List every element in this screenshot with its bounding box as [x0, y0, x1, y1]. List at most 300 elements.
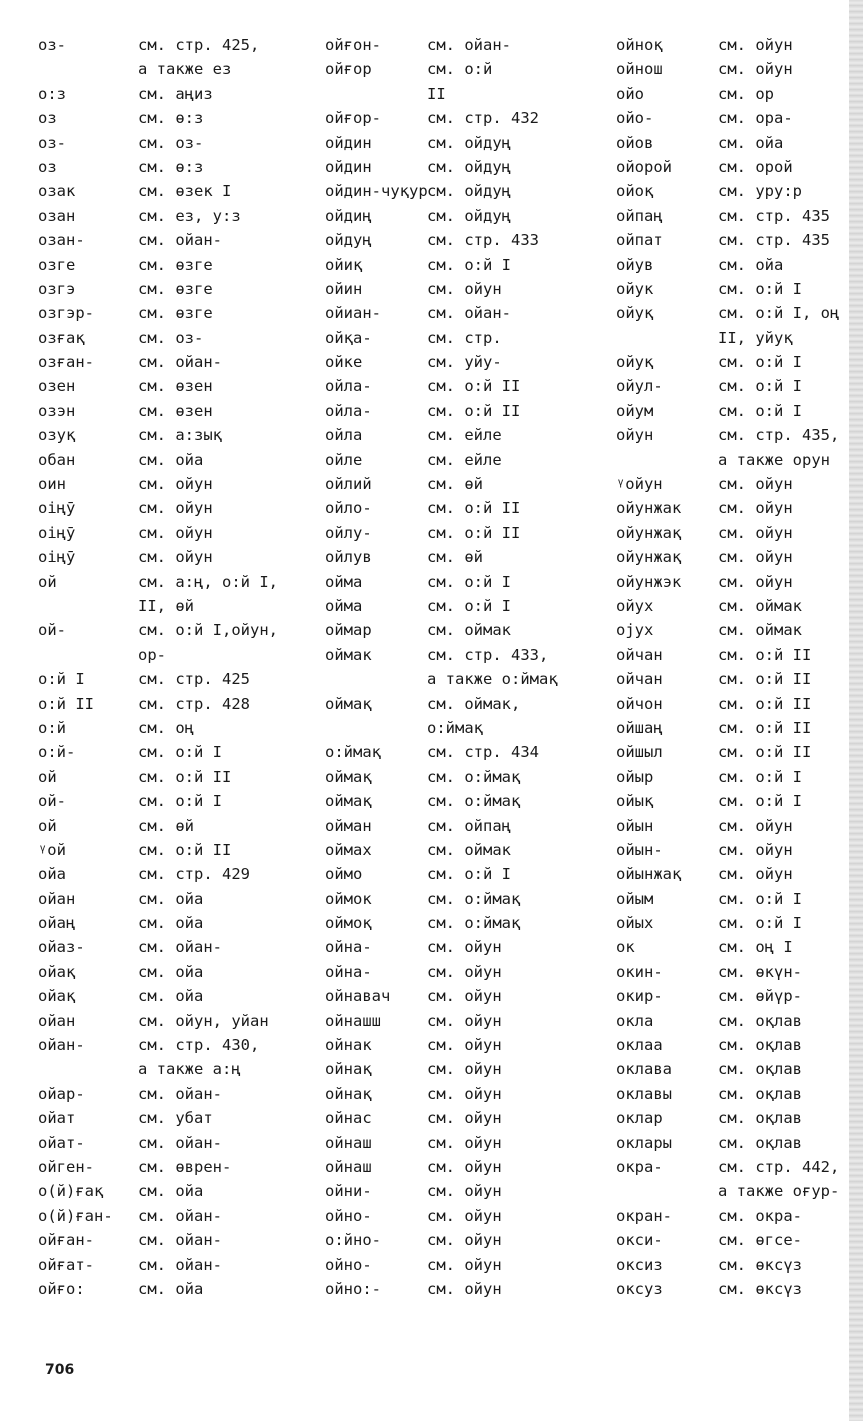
dictionary-entry: [325, 1033, 615, 1057]
entry-headword: ојух: [616, 621, 654, 640]
dictionary-entry: [38, 643, 320, 667]
entry-headword: ойле: [325, 450, 363, 469]
entry-reference: см. ойун: [427, 1255, 502, 1274]
entry-headword: ойынжақ: [616, 865, 682, 884]
entry-reference: см. о:й I: [718, 401, 802, 420]
entry-headword: ойнақ: [325, 1060, 372, 1079]
entry-headword: окин-: [616, 962, 663, 981]
entry-headword: ойунжақ: [616, 548, 682, 567]
entry-headword: ойнас: [325, 1109, 372, 1128]
entry-reference: см. ора-: [718, 109, 793, 128]
dictionary-entry: [38, 131, 320, 155]
entry-headword: ок: [616, 938, 635, 957]
entry-reference: см. ойдуң: [427, 206, 511, 225]
entry-reference: см. о:й II: [138, 767, 232, 786]
entry-reference: см. ойун: [427, 1231, 502, 1250]
entry-reference: а также о:ймақ: [427, 670, 558, 689]
entry-headword: оклар: [616, 1109, 663, 1128]
dictionary-entry: [616, 1057, 848, 1081]
entry-reference: см. ойун: [138, 523, 213, 542]
entry-headword: ойун: [616, 426, 654, 445]
entry-headword: озак: [38, 182, 76, 201]
entry-reference: см. уйу-: [427, 353, 502, 372]
entry-reference: см. ойун: [427, 1036, 502, 1055]
entry-headword: ой: [38, 767, 57, 786]
entry-headword: ойғо:: [38, 1279, 85, 1298]
entry-reference: см. ойа: [138, 1279, 204, 1298]
dictionary-entry: [616, 472, 848, 496]
dictionary-entry: [616, 1228, 848, 1252]
entry-reference: см. убат: [138, 1109, 213, 1128]
entry-reference: см. өзге: [138, 304, 213, 323]
dictionary-entry: [616, 1155, 848, 1179]
entry-reference: см. о:й I: [138, 792, 222, 811]
dictionary-entry: [325, 82, 615, 106]
entry-reference: см. о:й I: [718, 279, 802, 298]
entry-reference: см. о:й I: [718, 889, 802, 908]
entry-headword: оз-: [38, 133, 66, 152]
entry-headword: ᵞой: [38, 840, 66, 859]
dictionary-entry: [325, 326, 615, 350]
entry-reference: см. ойун: [427, 1157, 502, 1176]
dictionary-entry: [325, 862, 615, 886]
dictionary-entry: [38, 423, 320, 447]
entry-headword: окра-: [616, 1157, 663, 1176]
entry-reference: см. аңиз: [138, 84, 213, 103]
entry-headword: ойғор: [325, 60, 372, 79]
dictionary-entry: [325, 1277, 615, 1301]
entry-reference: см. ойун, уйан: [138, 1011, 269, 1030]
entry-reference: см. стр. 432: [427, 109, 539, 128]
dictionary-entry: [616, 545, 848, 569]
entry-headword: оймақ: [325, 694, 372, 713]
entry-headword: ойчон: [616, 694, 663, 713]
dictionary-column-2: [325, 33, 615, 1301]
entry-headword: ойно:-: [325, 1279, 381, 1298]
dictionary-entry: [325, 740, 615, 764]
dictionary-entry: [616, 204, 848, 228]
dictionary-entry: [38, 253, 320, 277]
dictionary-entry: [616, 838, 848, 862]
dictionary-entry: [616, 618, 848, 642]
dictionary-entry: [38, 301, 320, 325]
entry-headword: ойул-: [616, 377, 663, 396]
dictionary-entry: [325, 496, 615, 520]
dictionary-entry: [38, 1179, 320, 1203]
entry-headword: ойнак: [325, 1036, 372, 1055]
entry-headword: озэн: [38, 401, 76, 420]
entry-reference: см. о:й II: [718, 718, 812, 737]
dictionary-entry: [38, 1057, 320, 1081]
entry-reference: см. ойан-: [138, 1255, 222, 1274]
dictionary-entry: [616, 911, 848, 935]
entry-reference: а также ез: [138, 60, 232, 79]
entry-reference: см. ор: [718, 84, 774, 103]
entry-reference: см. ойдуң: [427, 133, 511, 152]
entry-reference: см. о:й I: [718, 792, 802, 811]
entry-reference: см. өкүн-: [718, 962, 802, 981]
entry-reference: см. оқлав: [718, 1084, 802, 1103]
entry-headword: ойпаң: [616, 206, 663, 225]
dictionary-entry: [38, 814, 320, 838]
entry-reference: см. а:ң, о:й I,: [138, 572, 278, 591]
dictionary-entry: [325, 1082, 615, 1106]
entry-headword: ойло-: [325, 499, 372, 518]
entry-headword: оймак: [325, 645, 372, 664]
entry-headword: ойық: [616, 792, 654, 811]
entry-reference: см. ойун: [718, 36, 793, 54]
entry-headword: ойла-: [325, 377, 372, 396]
dictionary-entry: [38, 1131, 320, 1155]
entry-reference: см. орой: [718, 157, 793, 176]
entry-reference: см. о:й I: [718, 353, 802, 372]
dictionary-entry: [616, 228, 848, 252]
entry-headword: о:ймақ: [325, 743, 381, 762]
entry-reference: см. өзге: [138, 255, 213, 274]
entry-headword: ойыр: [616, 767, 654, 786]
entry-reference: см. өзек I: [138, 182, 232, 201]
entry-reference: см. ейле: [427, 426, 502, 445]
entry-headword: ойуқ: [616, 353, 654, 372]
page-number: 706: [45, 1362, 75, 1378]
entry-reference: см. өзге: [138, 279, 213, 298]
entry-headword: ойиқ: [325, 255, 363, 274]
entry-reference: см. өзен: [138, 401, 213, 420]
entry-reference: см. ойан-: [427, 304, 511, 323]
entry-headword: о:й II: [38, 694, 94, 713]
dictionary-entry: [616, 277, 848, 301]
entry-reference: см. ойун: [427, 1133, 502, 1152]
entry-reference: см. өй: [427, 475, 483, 494]
dictionary-entry: [38, 326, 320, 350]
entry-reference: см. өйүр-: [718, 987, 802, 1006]
entry-reference: см. өй: [138, 816, 194, 835]
entry-reference: см. ойун: [427, 1109, 502, 1128]
entry-headword: ойно-: [325, 1206, 372, 1225]
dictionary-entry: [616, 1009, 848, 1033]
entry-headword: о(й)ғақ: [38, 1182, 104, 1201]
entry-headword: оклаа: [616, 1036, 663, 1055]
entry-headword: ойо-: [616, 109, 654, 128]
entry-headword: окран-: [616, 1206, 672, 1225]
dictionary-entry: [38, 887, 320, 911]
entry-headword: ойым: [616, 889, 654, 908]
entry-reference: см. стр. 434: [427, 743, 539, 762]
dictionary-entry: [325, 155, 615, 179]
entry-reference: см. о:й II: [718, 645, 812, 664]
entry-headword: оіңӯ: [38, 523, 76, 542]
dictionary-entry: [325, 838, 615, 862]
dictionary-entry: [38, 106, 320, 130]
entry-headword: оіңӯ: [38, 548, 76, 567]
entry-headword: ойум: [616, 401, 654, 420]
entry-headword: ойук: [616, 279, 654, 298]
dictionary-entry: [616, 740, 848, 764]
entry-reference: а также а:ң: [138, 1060, 241, 1079]
dictionary-entry: [616, 716, 848, 740]
entry-headword: ойунжэк: [616, 572, 682, 591]
entry-reference: см. окра-: [718, 1206, 802, 1225]
dictionary-entry: [38, 1082, 320, 1106]
entry-headword: ойорой: [616, 157, 672, 176]
entry-headword: ойнашш: [325, 1011, 381, 1030]
entry-reference: см. ойан-: [138, 1231, 222, 1250]
entry-reference: см. ойан-: [138, 1133, 222, 1152]
entry-reference: см. өврен-: [138, 1157, 232, 1176]
entry-reference: см. ойун: [718, 572, 793, 591]
entry-headword: ойоқ: [616, 182, 654, 201]
entry-reference: см. стр.: [427, 328, 502, 347]
entry-reference: см. а:зық: [138, 426, 222, 445]
entry-headword: о:й: [38, 718, 66, 737]
entry-headword: ойма: [325, 572, 363, 591]
dictionary-entry: [325, 179, 615, 203]
dictionary-entry: [38, 179, 320, 203]
entry-headword: ойунжақ: [616, 523, 682, 542]
entry-headword: ойар-: [38, 1084, 85, 1103]
dictionary-entry: [38, 374, 320, 398]
entry-reference: см. өксүз: [718, 1255, 802, 1274]
entry-reference: см. ойпаң: [427, 816, 511, 835]
dictionary-entry: [325, 1131, 615, 1155]
entry-reference: о:ймақ: [427, 718, 483, 737]
dictionary-entry: [38, 765, 320, 789]
entry-headword: ойлув: [325, 548, 372, 567]
dictionary-entry: [325, 692, 615, 716]
entry-reference: см. ойун: [718, 548, 793, 567]
dictionary-entry: [325, 594, 615, 618]
entry-headword: ойақ: [38, 962, 76, 981]
entry-headword: ойан: [38, 1011, 76, 1030]
dictionary-entry: [38, 1204, 320, 1228]
entry-headword: ᵞойун: [616, 475, 663, 494]
entry-headword: ойа: [38, 865, 66, 884]
dictionary-entry: [38, 935, 320, 959]
entry-headword: оймок: [325, 889, 372, 908]
entry-headword: оклавы: [616, 1084, 672, 1103]
dictionary-entry: [325, 1204, 615, 1228]
entry-headword: озге: [38, 255, 76, 274]
dictionary-entry: [616, 179, 848, 203]
dictionary-entry: [616, 155, 848, 179]
dictionary-entry: [325, 350, 615, 374]
dictionary-column-1: [38, 33, 320, 1301]
entry-headword: ойна-: [325, 962, 372, 981]
entry-reference: см. ойун: [718, 499, 793, 518]
entry-headword: [616, 1179, 718, 1203]
entry-headword: [38, 643, 138, 667]
entry-reference: см. о:й II: [427, 499, 521, 518]
dictionary-entry: [616, 1277, 848, 1301]
entry-headword: окси-: [616, 1231, 663, 1250]
entry-reference: см. о:й I: [138, 743, 222, 762]
dictionary-entry: [325, 1253, 615, 1277]
dictionary-entry: [38, 204, 320, 228]
dictionary-entry: [616, 1253, 848, 1277]
dictionary-entry: [616, 106, 848, 130]
entry-reference: см. стр. 435: [718, 231, 830, 250]
entry-headword: о:йно-: [325, 1231, 381, 1250]
entry-headword: оксуз: [616, 1279, 663, 1298]
entry-headword: оз: [38, 109, 57, 128]
entry-reference: см. о:й I: [718, 914, 802, 933]
dictionary-entry: [325, 1009, 615, 1033]
entry-reference: см. о:ймақ: [427, 767, 521, 786]
entry-reference: см. ойун: [427, 1011, 502, 1030]
entry-headword: ойаң: [38, 914, 76, 933]
dictionary-entry: [616, 301, 848, 325]
entry-headword: озан-: [38, 231, 85, 250]
entry-reference: см. о:й I, оң: [718, 304, 840, 323]
dictionary-entry: [325, 472, 615, 496]
dictionary-entry: [616, 57, 848, 81]
entry-reference: см. о:й II: [718, 670, 812, 689]
entry-headword: ойунжак: [616, 499, 682, 518]
entry-reference: а также оғур-: [718, 1182, 840, 1201]
entry-reference: см. ойа: [138, 962, 204, 981]
entry-headword: ойғат-: [38, 1255, 94, 1274]
entry-reference: см. о:й II: [138, 840, 232, 859]
entry-headword: о:з: [38, 84, 66, 103]
dictionary-entry: [38, 911, 320, 935]
entry-headword: ойат-: [38, 1133, 85, 1152]
entry-headword: ойдиң: [325, 206, 372, 225]
entry-reference: см. ойун: [718, 475, 793, 494]
dictionary-entry: [38, 838, 320, 862]
dictionary-entry: [38, 448, 320, 472]
entry-reference: см. ойа: [718, 255, 784, 274]
entry-headword: [616, 448, 718, 472]
entry-headword: озгэ: [38, 279, 76, 298]
entry-headword: ойла: [325, 426, 363, 445]
dictionary-entry: [38, 1228, 320, 1252]
dictionary-entry: [38, 862, 320, 886]
dictionary-entry: [38, 1253, 320, 1277]
entry-reference: см. о:й II: [718, 743, 812, 762]
entry-reference: см. уру:р: [718, 182, 802, 201]
entry-headword: оймоқ: [325, 914, 372, 933]
entry-headword: ойчан: [616, 670, 663, 689]
entry-reference: см. о:ймақ: [427, 792, 521, 811]
entry-headword: ойман: [325, 816, 372, 835]
dictionary-entry: [325, 765, 615, 789]
dictionary-entry: [616, 350, 848, 374]
dictionary-entry: [325, 789, 615, 813]
dictionary-entry: [325, 57, 615, 81]
entry-headword: озуқ: [38, 426, 76, 445]
dictionary-entry: [325, 253, 615, 277]
entry-headword: [325, 716, 427, 740]
dictionary-entry: [325, 1106, 615, 1130]
dictionary-entry: [325, 448, 615, 472]
entry-headword: ойан-: [38, 1036, 85, 1055]
entry-reference: II, уйуқ: [718, 328, 793, 347]
entry-reference: см. оқлав: [718, 1036, 802, 1055]
entry-reference: см. ойдуң: [427, 182, 511, 201]
dictionary-entry: [325, 887, 615, 911]
dictionary-entry: [38, 1155, 320, 1179]
entry-reference: см. ойун: [427, 987, 502, 1006]
entry-reference: см. ө:з: [138, 109, 204, 128]
dictionary-entry: [325, 643, 615, 667]
entry-reference: см. ойа: [718, 133, 784, 152]
entry-headword: окла: [616, 1011, 654, 1030]
entry-headword: ойғон-: [325, 36, 381, 54]
entry-reference: см. оң I: [718, 938, 793, 957]
entry-headword: [325, 667, 427, 691]
entry-reference: см. өзен: [138, 377, 213, 396]
entry-headword: ойнавач: [325, 987, 391, 1006]
entry-headword: ойуқ: [616, 304, 654, 323]
entry-headword: ойнаш: [325, 1157, 372, 1176]
dictionary-entry: [38, 155, 320, 179]
entry-headword: оклары: [616, 1133, 672, 1152]
entry-reference: см. оң: [138, 718, 194, 737]
dictionary-entry: [616, 423, 848, 447]
dictionary-entry: [38, 33, 320, 57]
entry-headword: ойдин: [325, 133, 372, 152]
dictionary-entry: [38, 1277, 320, 1301]
entry-reference: см. о:й I: [718, 377, 802, 396]
entry-headword: ойчан: [616, 645, 663, 664]
entry-reference: см. ойан-: [138, 353, 222, 372]
dictionary-entry: [325, 1155, 615, 1179]
entry-headword: озгэр-: [38, 304, 94, 323]
dictionary-entry: [38, 740, 320, 764]
entry-headword: ойна-: [325, 938, 372, 957]
entry-headword: ойлу-: [325, 523, 372, 542]
entry-headword: о:й I: [38, 670, 85, 689]
entry-reference: см. ойун: [718, 865, 793, 884]
dictionary-entry: [38, 57, 320, 81]
entry-reference: см. ойун: [718, 60, 793, 79]
entry-reference: см. ойун: [427, 938, 502, 957]
entry-headword: озған-: [38, 353, 94, 372]
dictionary-entry: [325, 1228, 615, 1252]
entry-reference: см. ойун: [427, 279, 502, 298]
dictionary-entry: [616, 1082, 848, 1106]
entry-headword: о:й-: [38, 743, 76, 762]
dictionary-entry: [616, 131, 848, 155]
entry-headword: ойнақ: [325, 1084, 372, 1103]
entry-reference: см. ойун: [427, 1084, 502, 1103]
dictionary-entry: [38, 521, 320, 545]
entry-headword: ойын-: [616, 840, 663, 859]
dictionary-entry: [38, 716, 320, 740]
entry-headword: ойнаш: [325, 1133, 372, 1152]
dictionary-entry: [616, 521, 848, 545]
entry-headword: ойиан-: [325, 304, 381, 323]
dictionary-entry: [616, 326, 848, 350]
dictionary-entry: [38, 399, 320, 423]
scanned-page-edge: [849, 0, 863, 1421]
entry-headword: ойдин: [325, 157, 372, 176]
dictionary-entry: [38, 667, 320, 691]
entry-reference: см. стр. 433: [427, 231, 539, 250]
dictionary-entry: [616, 448, 848, 472]
entry-reference: см. стр. 435,: [718, 426, 840, 445]
dictionary-entry: [325, 1179, 615, 1203]
entry-reference: см. ойун: [427, 1279, 502, 1298]
entry-headword: ойат: [38, 1109, 76, 1128]
entry-reference: см. ойан-: [427, 36, 511, 54]
entry-reference: см. стр. 425: [138, 670, 250, 689]
entry-reference: а также орун: [718, 450, 830, 469]
dictionary-entry: [38, 1033, 320, 1057]
dictionary-entry: [325, 667, 615, 691]
entry-reference: см. оймак: [718, 621, 802, 640]
dictionary-entry: [325, 301, 615, 325]
